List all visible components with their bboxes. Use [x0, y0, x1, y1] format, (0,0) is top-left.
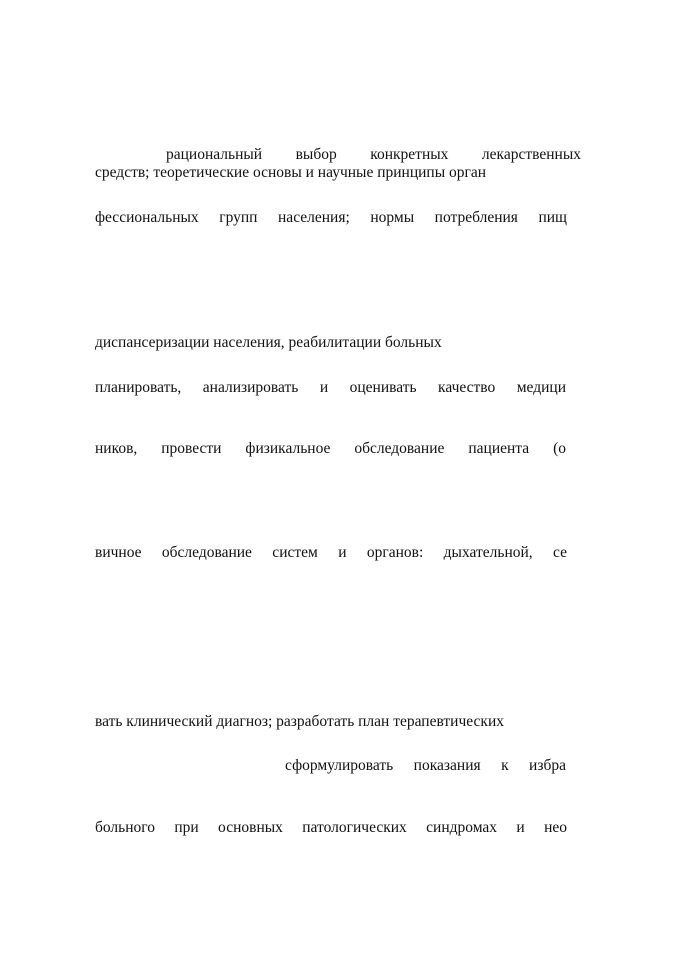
text-line-7: вичное обследование систем и органов: дыхательной, се [95, 544, 567, 561]
text-line-10: больного при основных патологических синдромах и нео [95, 819, 567, 836]
text-line-6: ников, провести физикальное обследование пациента (о [95, 440, 566, 457]
text-line-3: фессиональных групп населения; нормы потребления пищ [95, 209, 567, 226]
text-line-9: сформулировать показания к избра [285, 757, 566, 774]
text-line-2: средств; теоретические основы и научные принципы орган [95, 164, 487, 181]
text-line-4: диспансеризации населения, реабилитации больных [95, 334, 442, 351]
text-line-8: вать клинический диагноз; разработать план терапевтических [95, 713, 504, 730]
text-line-1: рациональный выбор конкретных лекарственных [166, 146, 581, 163]
text-line-5: планировать, анализировать и оценивать качество медици [95, 379, 566, 396]
